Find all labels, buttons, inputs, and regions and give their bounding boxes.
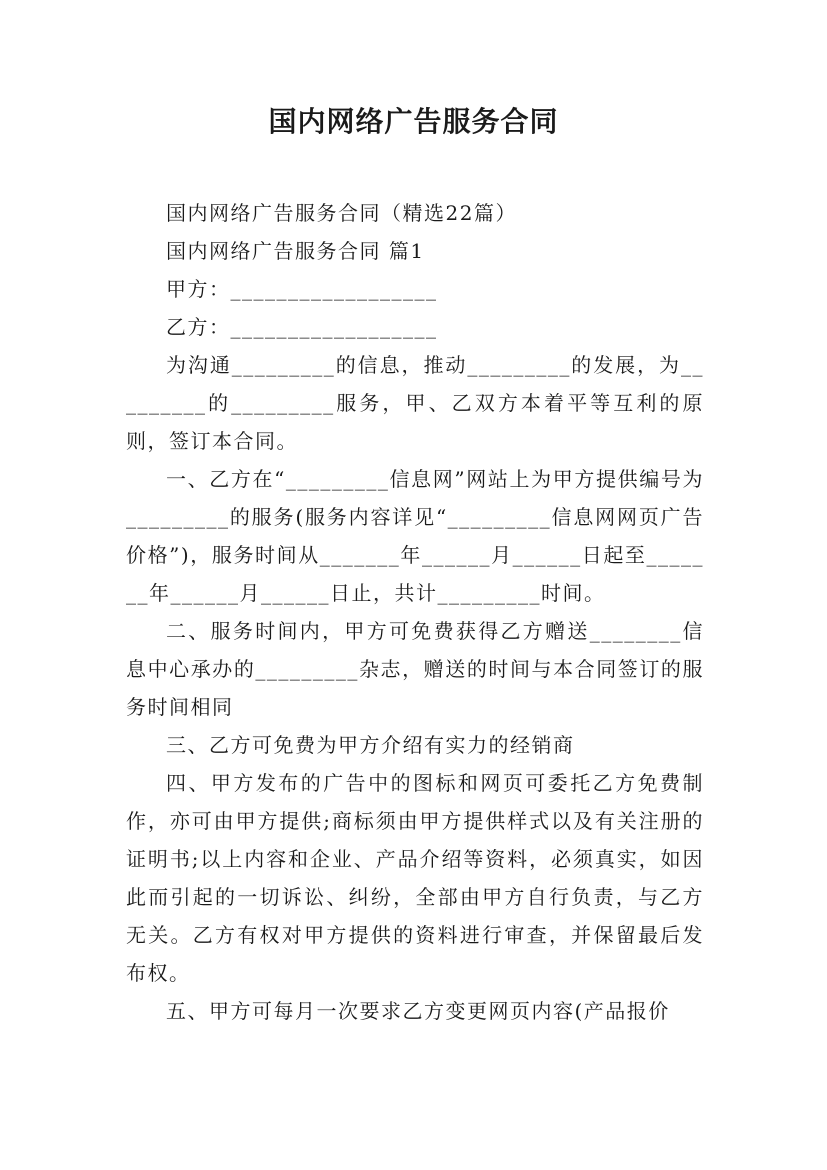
clause-3-paragraph: 三、乙方可免费为甲方介绍有实力的经销商 <box>166 733 575 757</box>
section-heading: 国内网络广告服务合同 篇1 <box>166 239 425 263</box>
subtitle-paragraph: 国内网络广告服务合同（精选22篇） <box>166 201 517 225</box>
party-b-line: 乙方：__________________ <box>166 315 438 339</box>
party-a-line: 甲方：__________________ <box>166 277 438 301</box>
document-title: 国内网络广告服务合同 <box>268 105 559 138</box>
clause-4-paragraph: 四、甲方发布的广告中的图标和网页可委托乙方免费制作，亦可由甲方提供;商标须由甲方提供样式以及有关注册的证明书;以上内容和企业、产品介绍等资料，必须真实，如因此而引起的一切诉讼、纠纷，全部由甲方自行负责，与乙方无关。乙方有权对甲方提供的资料进行审查，并保留最后发布权。 <box>126 771 704 985</box>
clause-2-paragraph: 二、服务时间内，甲方可免费获得乙方赠送________信息中心承办的_________杂志，赠送的时间与本合同签订的服务时间相同 <box>126 619 704 719</box>
document-body <box>126 194 704 1030</box>
clause-5-paragraph: 五、甲方可每月一次要求乙方变更网页内容(产品报价 <box>166 999 670 1023</box>
preamble-paragraph: 为沟通_________的信息，推动_________的发展，为_________的_________服务，甲、乙双方本着平等互利的原则，签订本合同。 <box>126 353 704 453</box>
clause-1-paragraph: 一、乙方在“_________信息网”网站上为甲方提供编号为_________的服务(服务内容详见“_________信息网网页广告价格”)，服务时间从_______年______月______日起至_______年______月______日止，共计_________时间。 <box>126 467 704 605</box>
